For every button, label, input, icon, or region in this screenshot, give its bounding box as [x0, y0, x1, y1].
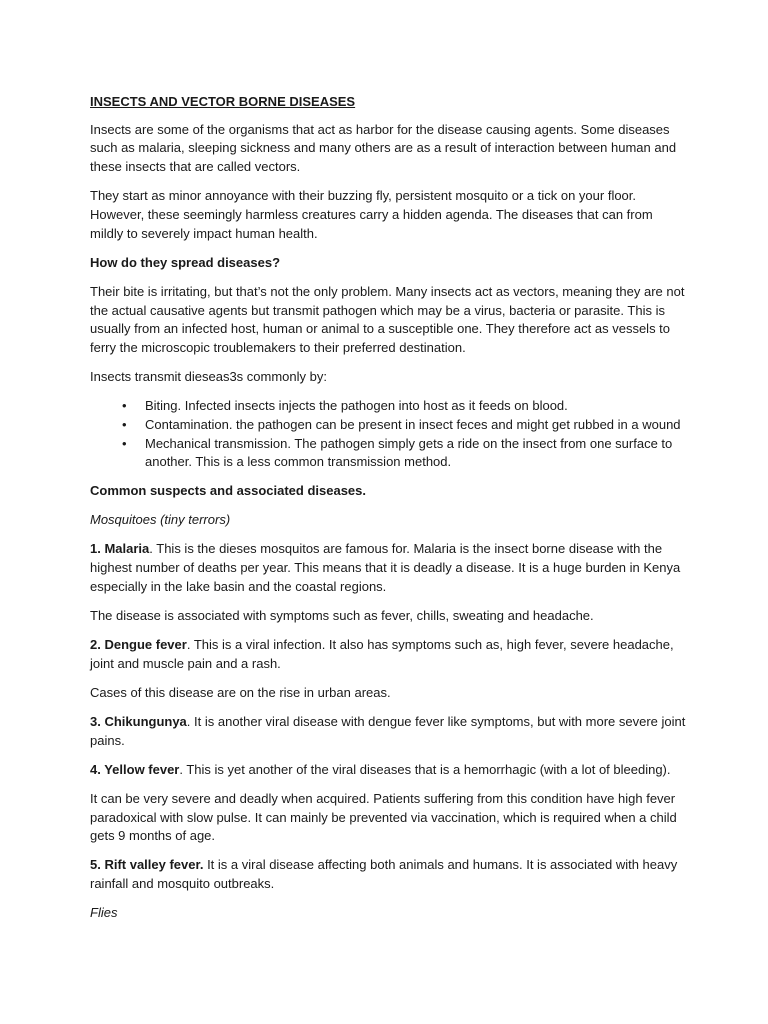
yellow-fever-paragraph — [90, 761, 688, 780]
malaria-text: . This is the dieses mosquitos are famous for. Malaria is the insect borne disease with the highest number of deaths per year. This means that it is deadly a disease. It is a huge burden in Kenya especially in the lake basin and the coastal regions. — [90, 541, 681, 594]
suspects-heading: Common suspects and associated diseases. — [90, 483, 366, 499]
list-item — [90, 416, 688, 435]
document-title: INSECTS AND VECTOR BORNE DISEASES — [90, 94, 356, 109]
yellow-fever-text: . This is yet another of the viral diseases that is a hemorrhagic (with a lot of bleeding). — [179, 761, 671, 777]
dengue-text: . This is a viral infection. It also has symptoms such as, high fever, severe headache, joint and muscle pain and a rash. — [90, 637, 674, 671]
malaria-symptoms: The disease is associated with symptoms such as fever, chills, sweating and headache. — [90, 607, 594, 623]
list-item-text: Mechanical transmission. The pathogen simply gets a ride on the insect from one surface to another. This is a less common transmission method. — [145, 435, 673, 470]
mosquitoes-heading: Mosquitoes (tiny terrors) — [90, 512, 231, 528]
intro-paragraph-2: They start as minor annoyance with their buzzing fly, persistent mosquito or a tick on your floor. However, these seemingly harmless creatures carry a hidden agenda. The diseases that can from mildly to severely impact human health. — [90, 188, 653, 241]
bullet-icon: • — [122, 416, 127, 432]
chikungunya-label: 3. Chikungunya — [90, 713, 187, 729]
yellow-fever-note: It can be very severe and deadly when acquired. Patients suffering from this condition have high fever paradoxical with slow pulse. It can mainly be prevented via vaccination, which is required when a child gets 9 months of age. — [90, 790, 677, 844]
list-item — [90, 397, 688, 416]
transmission-list-intro: Insects transmit dieseas3s commonly by: — [90, 369, 327, 384]
dengue-note: Cases of this disease are on the rise in urban areas. — [90, 684, 391, 700]
spread-paragraph: Their bite is irritating, but that’s not the only problem. Many insects act as vectors, meaning they are not the actual causative agents but transmit pathogen which may be a virus, bacteria or parasite. This is usually from an infected host, human or animal to a susceptible one. They therefore act as vessels to ferry the microscopic troublemakers to their preferred destination. — [90, 283, 685, 355]
rift-valley-paragraph — [90, 856, 688, 893]
dengue-paragraph — [90, 636, 688, 673]
flies-heading: Flies — [90, 905, 118, 921]
yellow-fever-label: 4. Yellow fever — [90, 761, 180, 777]
bullet-icon: • — [122, 398, 127, 414]
list-item — [90, 435, 688, 472]
chikungunya-text: . It is another viral disease with dengue fever like symptoms, but with more severe joint pains. — [90, 713, 686, 748]
dengue-label: 2. Dengue fever — [90, 637, 187, 653]
list-item-text: Contamination. the pathogen can be present in insect feces and might get rubbed in a wound — [145, 416, 681, 432]
chikungunya-paragraph — [90, 713, 688, 750]
rift-valley-label: 5. Rift valley fever. — [90, 857, 204, 873]
list-item-text: Biting. Infected insects injects the pathogen into host as it feeds on blood. — [145, 398, 568, 414]
bullet-icon: • — [122, 435, 127, 451]
intro-paragraph-1: Insects are some of the organisms that act as harbor for the disease causing agents. Some diseases such as malaria, sleeping sickness and many others are as a result of interaction between human and these insects that are called vectors. — [90, 121, 677, 175]
spread-heading: How do they spread diseases? — [90, 254, 281, 270]
transmission-list — [90, 397, 688, 472]
malaria-label: 1. Malaria — [90, 541, 150, 557]
rift-valley-text: It is a viral disease affecting both animals and humans. It is associated with heavy rainfall and mosquito outbreaks. — [90, 857, 678, 892]
document-body — [90, 93, 688, 933]
malaria-paragraph — [90, 540, 688, 596]
